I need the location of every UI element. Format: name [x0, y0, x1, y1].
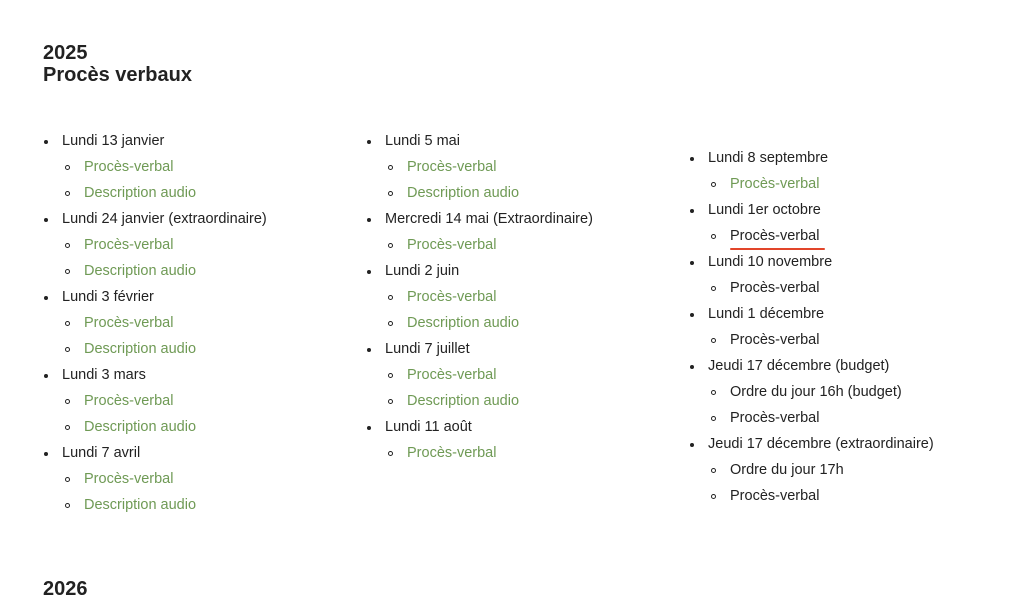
sub-item	[366, 232, 686, 258]
audio-description-link[interactable]: Description audio	[84, 497, 197, 513]
meeting-item: Lundi 7 juillet	[366, 336, 686, 362]
meeting-item: Lundi 3 février	[43, 284, 363, 310]
sub-item	[689, 457, 1009, 483]
meeting-item: Jeudi 17 décembre (extraordinaire)	[689, 431, 1009, 457]
proces-verbal-link[interactable]: Procès-verbal	[84, 159, 174, 175]
meetings-column-3	[689, 145, 1009, 509]
meeting-item: Mercredi 14 mai (Extraordinaire)	[366, 206, 686, 232]
sub-item	[366, 362, 686, 388]
proces-verbal-link[interactable]: Procès-verbal	[407, 289, 497, 305]
audio-description-link[interactable]: Description audio	[407, 393, 520, 409]
page-title	[43, 42, 192, 86]
audio-description-link[interactable]: Description audio	[84, 185, 197, 201]
agenda-text: Ordre du jour 16h (budget)	[730, 384, 902, 400]
meeting-item: Lundi 13 janvier	[43, 128, 363, 154]
proces-verbal-link[interactable]: Procès-verbal	[84, 237, 174, 253]
meeting-item: Lundi 11 août	[366, 414, 686, 440]
meetings-column-1	[43, 128, 363, 518]
sub-item	[366, 388, 686, 414]
proces-verbal-text: Procès-verbal	[730, 410, 820, 426]
agenda-text: Ordre du jour 17h	[730, 462, 844, 478]
sub-item	[689, 327, 1009, 353]
sub-item	[43, 232, 363, 258]
sub-item	[689, 275, 1009, 301]
meeting-item: Lundi 7 avril	[43, 440, 363, 466]
meeting-item: Lundi 2 juin	[366, 258, 686, 284]
sub-item	[689, 223, 1009, 249]
proces-verbal-link[interactable]: Procès-verbal	[407, 237, 497, 253]
sub-item	[43, 388, 363, 414]
sub-item	[43, 258, 363, 284]
audio-description-link[interactable]: Description audio	[407, 315, 520, 331]
proces-verbal-link[interactable]: Procès-verbal	[407, 445, 497, 461]
sub-item	[43, 414, 363, 440]
sub-item	[43, 336, 363, 362]
meeting-item: Jeudi 17 décembre (budget)	[689, 353, 1009, 379]
meeting-item: Lundi 8 septembre	[689, 145, 1009, 171]
year-heading: 2025	[43, 42, 88, 64]
audio-description-link[interactable]: Description audio	[407, 185, 520, 201]
sub-item	[43, 310, 363, 336]
sub-item	[43, 154, 363, 180]
sub-item	[43, 492, 363, 518]
next-year-heading: 2026	[43, 578, 88, 600]
meeting-item: Lundi 1er octobre	[689, 197, 1009, 223]
sub-item	[43, 180, 363, 206]
proces-verbal-text: Procès-verbal	[730, 488, 820, 504]
meeting-item: Lundi 10 novembre	[689, 249, 1009, 275]
sub-item	[366, 284, 686, 310]
proces-verbal-link[interactable]: Procès-verbal	[84, 393, 174, 409]
meeting-item: Lundi 5 mai	[366, 128, 686, 154]
proces-verbal-link-active[interactable]: Procès-verbal	[730, 228, 820, 244]
audio-description-link[interactable]: Description audio	[84, 263, 197, 279]
proces-verbal-text: Procès-verbal	[730, 280, 820, 296]
audio-description-link[interactable]: Description audio	[84, 341, 197, 357]
proces-verbal-text: Procès-verbal	[730, 332, 820, 348]
sub-item	[689, 405, 1009, 431]
meetings-column-2	[366, 128, 686, 466]
sub-item	[366, 440, 686, 466]
sub-item	[689, 379, 1009, 405]
proces-verbal-link[interactable]: Procès-verbal	[730, 176, 820, 192]
meeting-item: Lundi 1 décembre	[689, 301, 1009, 327]
sub-item	[366, 180, 686, 206]
proces-verbal-link[interactable]: Procès-verbal	[84, 315, 174, 331]
proces-verbal-link[interactable]: Procès-verbal	[407, 159, 497, 175]
proces-verbal-link[interactable]: Procès-verbal	[407, 367, 497, 383]
section-heading: Procès verbaux	[43, 64, 192, 86]
sub-item	[689, 171, 1009, 197]
sub-item	[689, 483, 1009, 509]
audio-description-link[interactable]: Description audio	[84, 419, 197, 435]
sub-item	[366, 310, 686, 336]
sub-item	[43, 466, 363, 492]
proces-verbal-link[interactable]: Procès-verbal	[84, 471, 174, 487]
meeting-item: Lundi 3 mars	[43, 362, 363, 388]
meeting-item: Lundi 24 janvier (extraordinaire)	[43, 206, 363, 232]
sub-item	[366, 154, 686, 180]
